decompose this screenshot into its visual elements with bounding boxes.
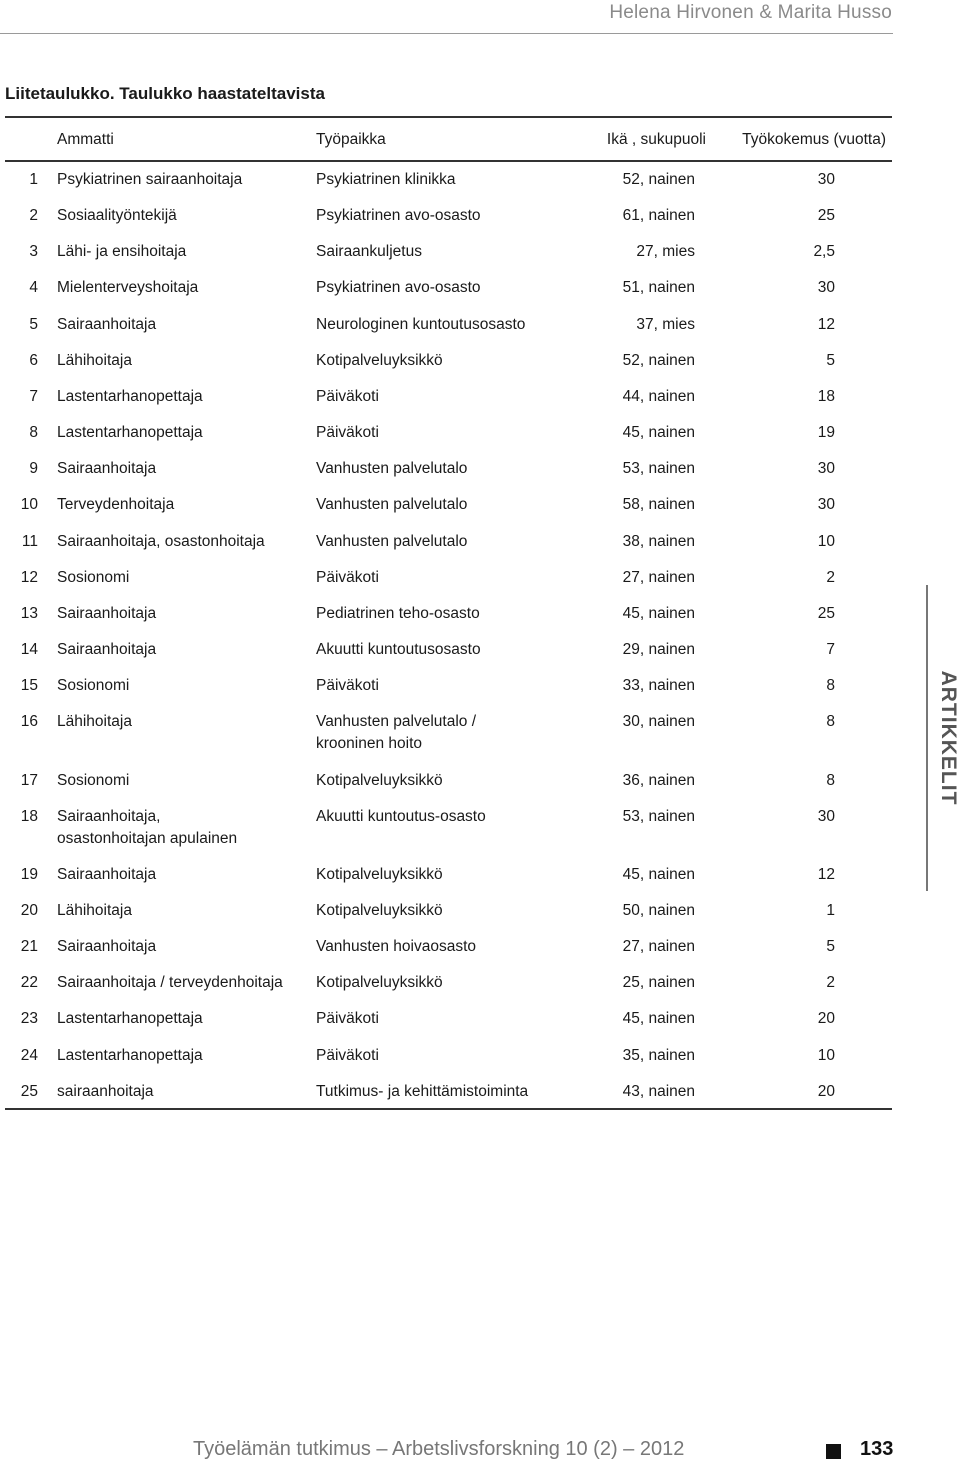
row-workplace: Tutkimus- ja kehittämistoiminta (316, 1083, 529, 1100)
row-age-gender: 33, nainen (622, 677, 695, 694)
row-occupation: Sairaanhoitaja / terveydenhoitaja (57, 974, 283, 991)
row-occupation: Sosionomi (57, 772, 130, 789)
row-occupation: Mielenterveyshoitaja (57, 279, 199, 296)
row-number: 18 (20, 808, 38, 825)
table-header-rule (5, 160, 892, 162)
row-age-gender: 45, nainen (622, 605, 695, 622)
row-number: 16 (20, 713, 38, 730)
row-age-gender: 43, nainen (622, 1083, 695, 1100)
row-number: 9 (29, 460, 38, 477)
row-age-gender: 50, nainen (622, 902, 695, 919)
row-occupation: Sairaanhoitaja (57, 460, 157, 477)
row-workplace: Vanhusten palvelutalo (316, 533, 468, 550)
table-title: Liitetaulukko. Taulukko haastateltavista (5, 84, 325, 103)
row-workplace: Vanhusten palvelutalo (316, 496, 468, 513)
row-number: 21 (20, 938, 38, 955)
row-occupation: Lastentarhanopettaja (57, 1010, 203, 1027)
row-occupation: Lastentarhanopettaja (57, 1047, 203, 1064)
row-experience: 30 (817, 808, 835, 825)
section-label: ARTIKKELIT (937, 670, 960, 806)
row-age-gender: 58, nainen (622, 496, 695, 513)
row-number: 7 (29, 388, 38, 405)
row-age-gender: 38, nainen (622, 533, 695, 550)
row-workplace: Päiväkoti (316, 1010, 379, 1027)
row-experience: 8 (826, 677, 835, 694)
row-experience: 12 (817, 316, 835, 333)
row-occupation: Sairaanhoitaja (57, 641, 157, 658)
row-age-gender: 36, nainen (622, 772, 695, 789)
row-occupation: Sairaanhoitaja (57, 316, 157, 333)
row-workplace: Vanhusten palvelutalo / (316, 713, 476, 730)
row-workplace: Päiväkoti (316, 1047, 379, 1064)
row-workplace: Päiväkoti (316, 388, 379, 405)
row-number: 2 (29, 207, 38, 224)
row-occupation: Lähi- ja ensihoitaja (57, 243, 187, 260)
row-occupation: Terveydenhoitaja (57, 496, 175, 513)
column-header-age-gender: Ikä , sukupuoli (606, 131, 706, 148)
row-workplace-cont: krooninen hoito (316, 735, 422, 752)
column-header-experience: Työkokemus (vuotta) (742, 131, 886, 148)
row-age-gender: 29, nainen (622, 641, 695, 658)
row-occupation: Sairaanhoitaja (57, 866, 157, 883)
row-age-gender: 51, nainen (622, 279, 695, 296)
row-number: 12 (20, 569, 38, 586)
row-age-gender: 44, nainen (622, 388, 695, 405)
row-occupation: Sairaanhoitaja (57, 605, 157, 622)
row-age-gender: 27, nainen (622, 938, 695, 955)
row-number: 20 (20, 902, 38, 919)
row-workplace: Kotipalveluyksikkö (316, 772, 443, 789)
row-occupation: Lähihoitaja (57, 902, 132, 919)
row-workplace: Sairaankuljetus (316, 243, 422, 260)
row-age-gender: 52, nainen (622, 352, 695, 369)
row-occupation: Sairaanhoitaja, (57, 808, 161, 825)
running-head: Helena Hirvonen & Marita Husso (609, 2, 892, 23)
row-workplace: Psykiatrinen klinikka (316, 171, 456, 188)
row-experience: 30 (817, 496, 835, 513)
row-age-gender: 52, nainen (622, 171, 695, 188)
row-experience: 30 (817, 460, 835, 477)
row-workplace: Kotipalveluyksikkö (316, 974, 443, 991)
row-workplace: Akuutti kuntoutus-osasto (316, 808, 486, 825)
row-experience: 18 (817, 388, 835, 405)
row-experience: 2,5 (813, 243, 835, 260)
row-number: 23 (20, 1010, 38, 1027)
row-workplace: Päiväkoti (316, 424, 379, 441)
row-occupation-cont: osastonhoitajan apulainen (57, 830, 238, 847)
row-age-gender: 25, nainen (622, 974, 695, 991)
row-number: 17 (20, 772, 38, 789)
row-experience: 10 (817, 1047, 835, 1064)
row-number: 22 (20, 974, 38, 991)
row-occupation: Lähihoitaja (57, 352, 132, 369)
row-age-gender: 37, mies (636, 316, 695, 333)
row-workplace: Päiväkoti (316, 677, 379, 694)
table-bottom-rule (5, 1108, 892, 1110)
row-number: 13 (20, 605, 38, 622)
row-occupation: Sairaanhoitaja (57, 938, 157, 955)
row-workplace: Kotipalveluyksikkö (316, 866, 443, 883)
row-workplace: Pediatrinen teho-osasto (316, 605, 480, 622)
row-workplace: Akuutti kuntoutusosasto (316, 641, 481, 658)
row-experience: 7 (826, 641, 835, 658)
header-rule (0, 33, 893, 34)
row-experience: 5 (826, 352, 835, 369)
row-number: 14 (20, 641, 38, 658)
row-number: 24 (20, 1047, 38, 1064)
row-experience: 25 (817, 605, 835, 622)
row-occupation: sairaanhoitaja (57, 1083, 154, 1100)
row-workplace: Vanhusten palvelutalo (316, 460, 468, 477)
row-number: 3 (29, 243, 38, 260)
row-age-gender: 45, nainen (622, 424, 695, 441)
row-experience: 1 (826, 902, 835, 919)
row-occupation: Sairaanhoitaja, osastonhoitaja (57, 533, 265, 550)
row-number: 19 (20, 866, 38, 883)
section-divider (926, 585, 931, 891)
column-header-workplace: Työpaikka (316, 131, 386, 148)
row-age-gender: 53, nainen (622, 460, 695, 477)
page-number: 133 (860, 1438, 894, 1460)
row-workplace: Neurologinen kuntoutusosasto (316, 316, 526, 333)
square-bullet-icon (826, 1444, 841, 1459)
row-occupation: Lastentarhanopettaja (57, 388, 203, 405)
row-number: 25 (20, 1083, 38, 1100)
row-experience: 5 (826, 938, 835, 955)
row-experience: 25 (817, 207, 835, 224)
row-number: 10 (20, 496, 38, 513)
row-number: 4 (29, 279, 38, 296)
row-number: 1 (29, 171, 38, 188)
row-occupation: Sosionomi (57, 569, 130, 586)
row-age-gender: 45, nainen (622, 1010, 695, 1027)
row-age-gender: 30, nainen (622, 713, 695, 730)
row-number: 11 (21, 533, 38, 550)
row-experience: 2 (826, 974, 835, 991)
row-occupation: Lähihoitaja (57, 713, 132, 730)
row-experience: 2 (826, 569, 835, 586)
row-workplace: Psykiatrinen avo-osasto (316, 207, 481, 224)
row-workplace: Vanhusten hoivaosasto (316, 938, 476, 955)
row-age-gender: 35, nainen (622, 1047, 695, 1064)
row-number: 8 (29, 424, 38, 441)
row-age-gender: 53, nainen (622, 808, 695, 825)
row-experience: 20 (817, 1083, 835, 1100)
row-workplace: Päiväkoti (316, 569, 379, 586)
row-experience: 8 (826, 713, 835, 730)
row-number: 5 (29, 316, 38, 333)
row-occupation: Sosiaalityöntekijä (57, 207, 177, 224)
table-top-rule (5, 116, 892, 118)
row-occupation: Lastentarhanopettaja (57, 424, 203, 441)
row-number: 6 (29, 352, 38, 369)
journal-footer: Työelämän tutkimus – Arbetslivsforskning 10 (2) – 2012 (193, 1438, 685, 1460)
row-experience: 8 (826, 772, 835, 789)
row-workplace: Kotipalveluyksikkö (316, 352, 443, 369)
row-experience: 30 (817, 279, 835, 296)
row-occupation: Psykiatrinen sairaanhoitaja (57, 171, 243, 188)
row-experience: 10 (817, 533, 835, 550)
row-workplace: Kotipalveluyksikkö (316, 902, 443, 919)
row-age-gender: 27, mies (636, 243, 695, 260)
row-age-gender: 27, nainen (622, 569, 695, 586)
row-experience: 19 (817, 424, 835, 441)
row-experience: 12 (817, 866, 835, 883)
row-age-gender: 61, nainen (622, 207, 695, 224)
row-experience: 20 (817, 1010, 835, 1027)
row-experience: 30 (817, 171, 835, 188)
row-number: 15 (20, 677, 38, 694)
row-age-gender: 45, nainen (622, 866, 695, 883)
column-header-occupation: Ammatti (57, 131, 114, 148)
row-workplace: Psykiatrinen avo-osasto (316, 279, 481, 296)
row-occupation: Sosionomi (57, 677, 130, 694)
